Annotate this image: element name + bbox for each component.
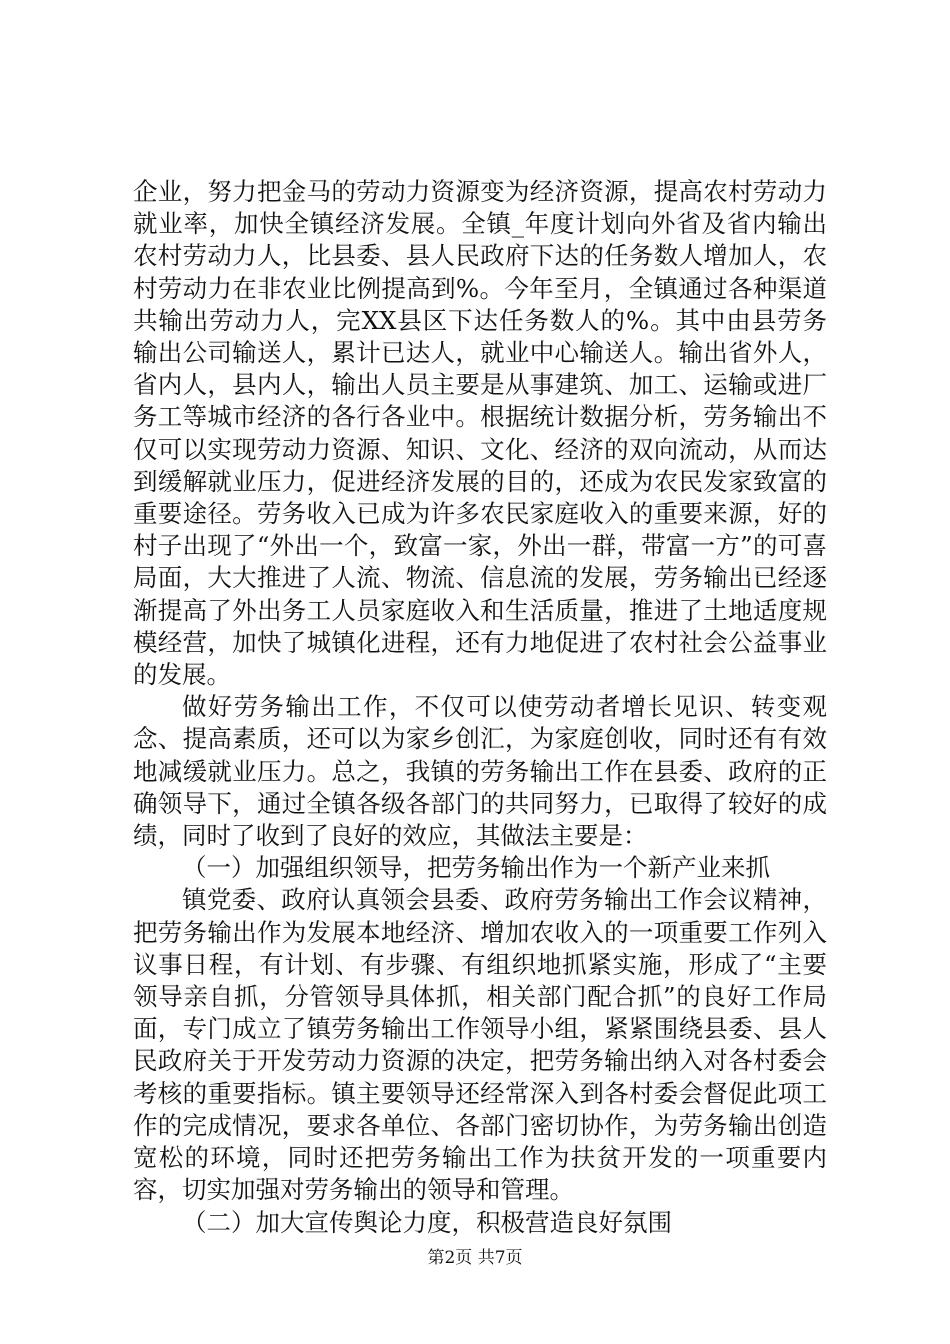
page-footer: 第2页 共7页 — [427, 1248, 523, 1268]
section-heading-1: （一）加强组织领导，把劳务输出作为一个新产业来抓 — [182, 853, 770, 883]
section-heading-2: （二）加大宣传舆论力度，积极营造良好氛围 — [182, 1207, 672, 1237]
document-body — [133, 176, 827, 1239]
paragraph-1: 企业，努力把金马的劳动力资源变为经济资源，提高农村劳动力就业率，加快全镇经济发展。全镇_年度计划向外省及省内输出农村劳动力人，比县委、县人民政府下达的任务数人增加人，农村劳动力在非农业比例提高到%。今年至月，全镇通过各种渠道共输出劳动力人，完XX县区下达任务数人的%。其中由县劳务输出公司输送人，累计已达人，就业中心输送人。输出省外人，省内人，县内人，输出人员主要是从事建筑、加工、运输或进厂务工等城市经济的各行各业中。根据统计数据分析，劳务输出不仅可以实现劳动力资源、知识、文化、经济的双向流动，从而达到缓解就业压力，促进经济发展的目的，还成为农民发家致富的重要途径。劳务收入已成为许多农民家庭收入的重要来源，好的村子出现了“外出一个，致富一家，外出一群，带富一方”的可喜局面，大大推进了人流、物流、信息流的发展，劳务输出已经逐渐提高了外出务工人员家庭收入和生活质量，推进了土地适度规模经营，加快了城镇化进程，还有力地促进了农村社会公益事业的发展。 — [133, 177, 827, 690]
paragraph-3: 镇党委、政府认真领会县委、政府劳务输出工作会议精神，把劳务输出作为发展本地经济、增加农收入的一项重要工作列入议事日程，有计划、有步骤、有组织地抓紧实施，形成了“主要领导亲自抓，分管领导具体抓，相关部门配合抓”的良好工作局面，专门成立了镇劳务输出工作领导小组，紧紧围绕县委、县人民政府关于开发劳动力资源的决定，把劳务输出纳入对各村委会考核的重要指标。镇主要领导还经常深入到各村委会督促此项工作的完成情况，要求各单位、各部门密切协作，为劳务输出创造宽松的环境，同时还把劳务输出工作为扶贫开发的一项重要内容，切实加强对劳务输出的领导和管理。 — [133, 885, 827, 1205]
paragraph-2: 做好劳务输出工作，不仅可以使劳动者增长见识、转变观念、提高素质，还可以为家乡创汇，为家庭创收，同时还有有效地减缓就业压力。总之，我镇的劳务输出工作在县委、政府的正确领导下，通过全镇各级各部门的共同努力，已取得了较好的成绩，同时了收到了良好的效应，其做法主要是： — [133, 692, 827, 851]
